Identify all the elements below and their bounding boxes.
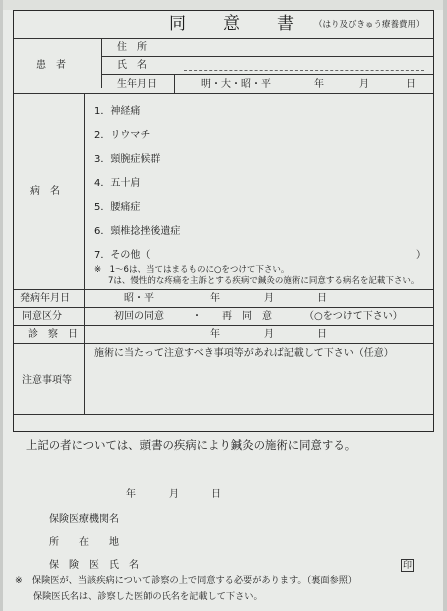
footer-note-2: 保険医氏名は、診察した医師の氏名を記載して下さい。	[33, 591, 263, 602]
disease-item-1[interactable]: 1．神経痛	[94, 106, 141, 117]
notes-label: 注意事項等	[22, 375, 72, 386]
dob-era-options: 明・大・昭・平	[201, 79, 271, 90]
rule-title	[14, 38, 433, 39]
disease-item-3[interactable]: 3．頸腕症候群	[94, 154, 161, 165]
vline-label-column	[84, 93, 85, 414]
consent-first-option[interactable]: 初回の同意	[114, 311, 164, 322]
form-subtitle: （はり及びきゅう療養費用）	[314, 20, 425, 30]
sign-day: 日	[211, 489, 221, 500]
consent-form-sheet	[3, 0, 443, 611]
vline-dob	[174, 74, 175, 93]
consent-re-option[interactable]: 再 同 意	[222, 311, 272, 322]
rule-disease	[14, 289, 433, 290]
consent-form-table	[13, 10, 434, 571]
onset-day: 日	[317, 293, 327, 304]
onset-year: 年	[210, 293, 220, 304]
top-strip	[3, 0, 443, 10]
disease-note-1: ※ 1～6は、当てはまるものに○をつけて下さい。	[94, 265, 290, 275]
consent-instruction: （○をつけて下さい）	[304, 311, 403, 322]
rule-consent-type	[14, 325, 433, 326]
dob-day: 日	[406, 79, 416, 90]
patient-label: 患 者	[36, 60, 66, 71]
rule-onset	[14, 307, 433, 308]
dob-year: 年	[314, 79, 324, 90]
name-label: 氏 名	[117, 60, 147, 71]
rule-exam-date	[14, 343, 433, 344]
disease-other-close: ）	[416, 250, 426, 261]
name-dashed-line	[184, 70, 424, 71]
notes-instruction: 施術に当たって注意すべき事項等があれば記載して下さい（任意）	[94, 348, 394, 359]
disease-label: 病 名	[30, 186, 60, 197]
rule-dob	[14, 93, 433, 94]
exam-month: 月	[264, 329, 274, 340]
onset-label: 発病年月日	[20, 293, 70, 304]
seal-box: 印	[402, 561, 412, 571]
disease-note-2: 7は、慢性的な疼痛を主訴とする疾病で鍼灸の施術に同意する病名を記載下さい。	[108, 276, 420, 286]
disease-item-2[interactable]: 2．リウマチ	[94, 130, 151, 141]
sign-year: 年	[126, 489, 136, 500]
vline-patient	[101, 38, 102, 88]
exam-year: 年	[210, 329, 220, 340]
rule-name	[101, 74, 433, 75]
disease-item-7-other[interactable]: 7．その他（	[94, 250, 151, 261]
disease-item-5[interactable]: 5．腰痛症	[94, 202, 141, 213]
location-label: 所 在 地	[49, 537, 119, 548]
institution-label: 保険医療機関名	[49, 514, 119, 525]
onset-era: 昭・平	[124, 293, 154, 304]
footer-note-1: ※ 保険医が、当該疾病について診察の上で同意する必要があります。（裏面参照）	[15, 575, 358, 586]
dob-month: 月	[359, 79, 369, 90]
doctor-name-label: 保 険 医 氏 名	[49, 560, 139, 571]
exam-day: 日	[317, 329, 327, 340]
form-title: 同 意 書	[169, 14, 304, 34]
dob-label: 生年月日	[117, 79, 157, 90]
consent-declaration: 上記の者については、頭書の疾病により鍼灸の施術に同意する。	[26, 438, 357, 452]
exam-date-label: 診 察 日	[28, 329, 78, 340]
disease-item-4[interactable]: 4．五十肩	[94, 178, 141, 189]
rule-address	[101, 56, 433, 57]
address-label: 住 所	[117, 42, 147, 53]
consent-type-label: 同意区分	[22, 311, 62, 322]
consent-separator: ・	[192, 311, 202, 322]
rule-notes	[14, 414, 433, 415]
onset-month: 月	[264, 293, 274, 304]
sign-month: 月	[169, 489, 179, 500]
disease-item-6[interactable]: 6．頸椎捻挫後遺症	[94, 226, 181, 237]
